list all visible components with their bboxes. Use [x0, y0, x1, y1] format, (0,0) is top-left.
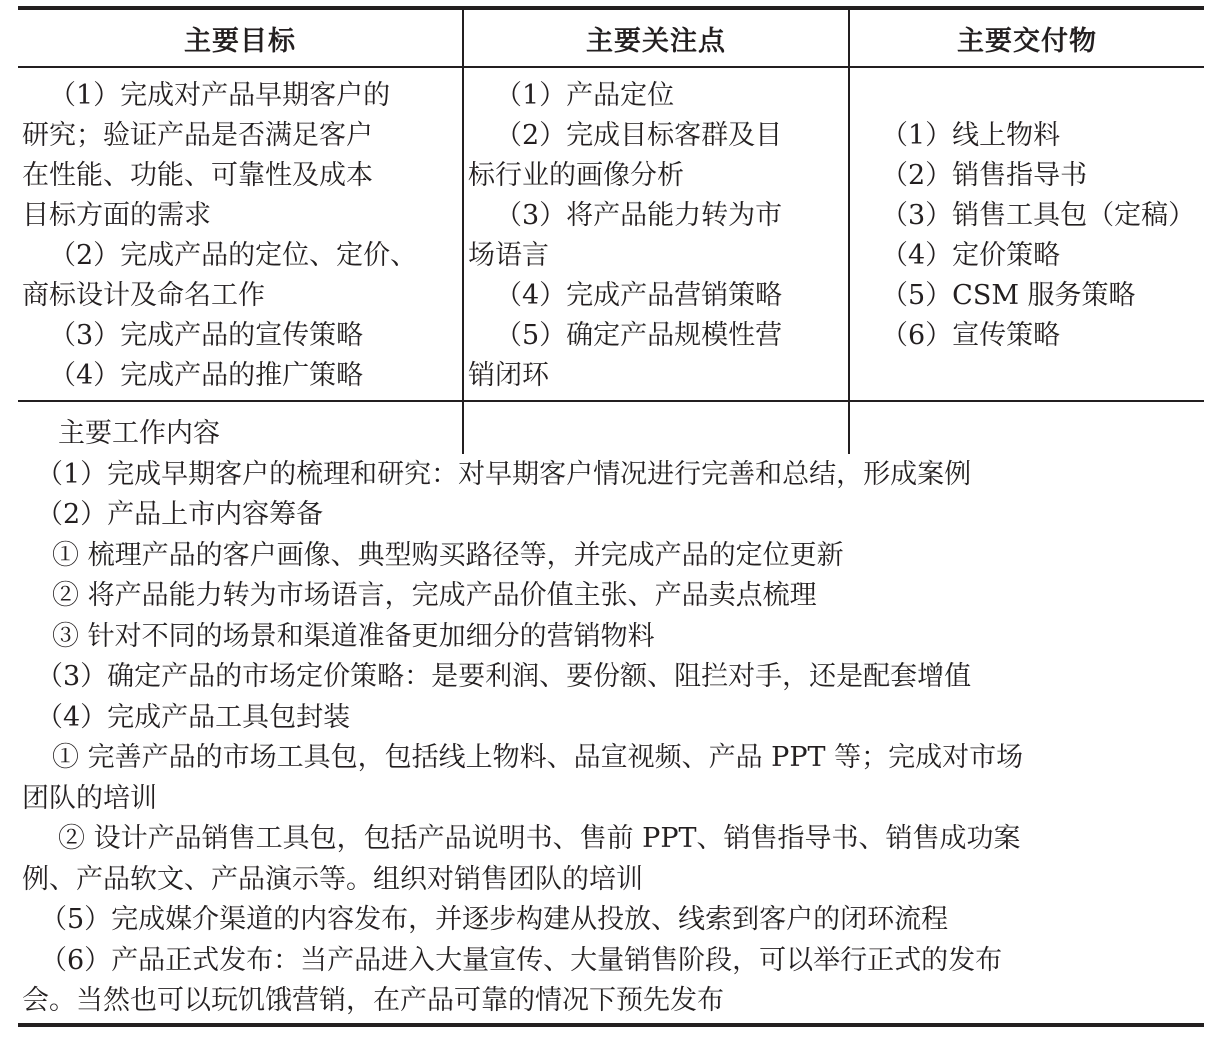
- work-line: ① 梳理产品的客户画像、典型购买路径等，并完成产品的定位更新: [52, 539, 844, 571]
- work-line: 会。当然也可以玩饥饿营销，在产品可靠的情况下预先发布: [22, 985, 724, 1016]
- work-section-title: 主要工作内容: [58, 418, 220, 449]
- section-divider: [18, 400, 1204, 402]
- header-deliverables: 主要交付物: [849, 8, 1204, 67]
- work-line: （3）确定产品的市场定价策略：是要利润、要份额、阻拦对手，还是配套增值: [36, 661, 972, 692]
- header-goals: 主要目标: [18, 8, 463, 67]
- bottom-rule: [18, 1023, 1204, 1027]
- deliverable-line: （2）销售指导书: [881, 160, 1088, 191]
- header-focus: 主要关注点: [463, 8, 849, 67]
- focus-line: （1）产品定位: [495, 80, 675, 111]
- goals-line: （2）完成产品的定位、定价、: [49, 240, 418, 271]
- focus-line: （5）确定产品规模性营: [495, 320, 783, 351]
- work-line: ③ 针对不同的场景和渠道准备更加细分的营销物料: [52, 620, 655, 652]
- goals-line: （3）完成产品的宣传策略: [49, 320, 364, 351]
- work-line: ① 完善产品的市场工具包，包括线上物料、品宣视频、产品 PPT 等；完成对市场: [52, 742, 1024, 773]
- work-content-section: [22, 414, 1202, 1022]
- focus-line: 标行业的画像分析: [468, 160, 684, 191]
- work-line: （6）产品正式发布：当产品进入大量宣传、大量销售阶段，可以举行正式的发布: [40, 944, 1003, 976]
- work-line: （5）完成媒介渠道的内容发布，并逐步构建从投放、线索到客户的闭环流程: [40, 904, 949, 935]
- focus-line: 销闭环: [468, 360, 549, 391]
- table-body-row: [18, 67, 1204, 454]
- deliverable-line: （4）定价策略: [881, 240, 1061, 271]
- goals-line: （1）完成对产品早期客户的: [49, 80, 391, 111]
- work-line: 例、产品软文、产品演示等。组织对销售团队的培训: [22, 863, 643, 895]
- work-line: （4）完成产品工具包封装: [36, 701, 351, 733]
- goals-line: 目标方面的需求: [22, 200, 211, 231]
- deliverable-line: （1）线上物料: [881, 120, 1061, 151]
- goals-line: 在性能、功能、可靠性及成本: [22, 160, 373, 191]
- focus-line: （3）将产品能力转为市: [495, 200, 783, 231]
- work-line: （1）完成早期客户的梳理和研究：对早期客户情况进行完善和总结，形成案例: [36, 458, 972, 490]
- goals-line: 研究；验证产品是否满足客户: [22, 120, 373, 151]
- work-line: （2）产品上市内容筹备: [36, 499, 324, 530]
- work-line: 团队的培训: [22, 782, 157, 814]
- table-header-row: [18, 8, 1204, 67]
- focus-line: （2）完成目标客群及目: [495, 120, 783, 151]
- goals-cell: [18, 67, 463, 454]
- focus-line: 场语言: [468, 240, 549, 271]
- deliverables-cell: [849, 67, 1204, 454]
- work-line: ② 将产品能力转为市场语言，完成产品价值主张、产品卖点梳理: [52, 580, 817, 611]
- deliverable-line: （5）CSM 服务策略: [881, 280, 1136, 311]
- focus-cell: [463, 67, 849, 454]
- goals-line: （4）完成产品的推广策略: [49, 360, 364, 391]
- work-line: ② 设计产品销售工具包，包括产品说明书、售前 PPT、销售指导书、销售成功案: [58, 823, 1021, 854]
- deliverable-line: （6）宣传策略: [881, 320, 1061, 351]
- goals-line: 商标设计及命名工作: [22, 280, 265, 311]
- deliverable-line: （3）销售工具包（定稿）: [881, 200, 1196, 231]
- summary-table: [18, 6, 1204, 454]
- focus-line: （4）完成产品营销策略: [495, 280, 783, 311]
